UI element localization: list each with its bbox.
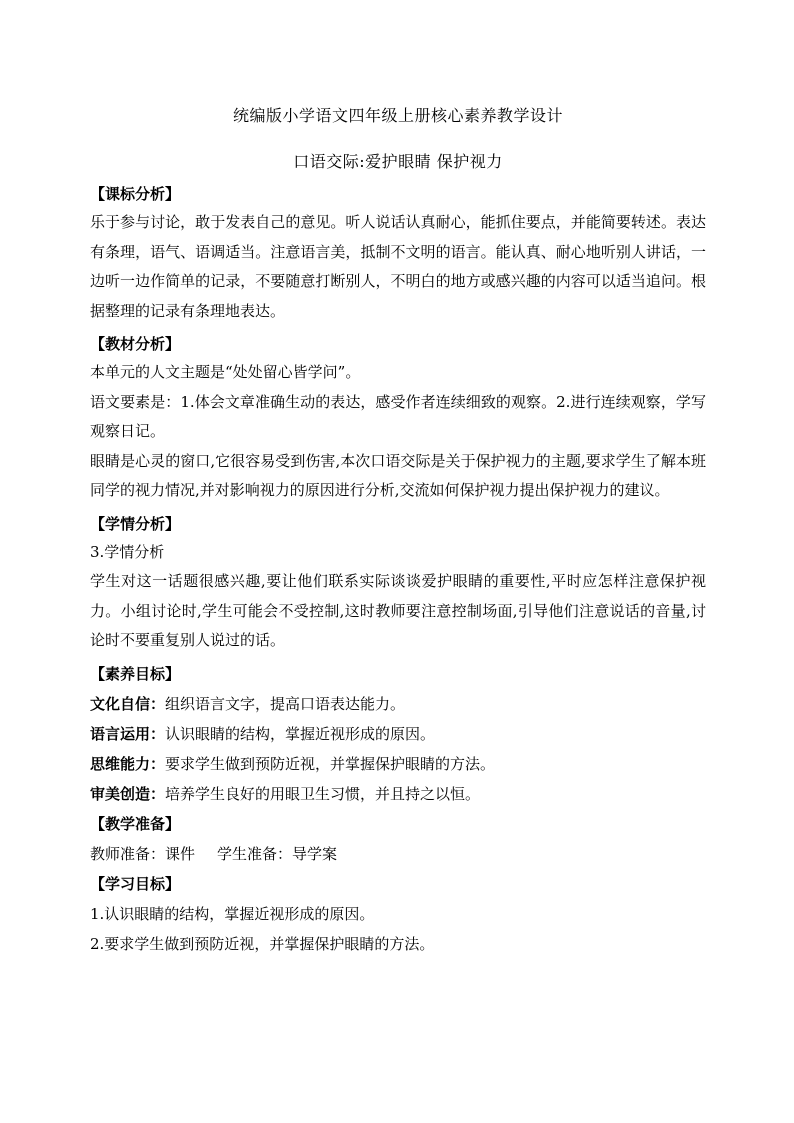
textbook-desc: 眼睛是心灵的窗口,它很容易受到伤害,本次口语交际是关于保护视力的主题,要求学生了解本班同学的视力情况,并对影响视力的原因进行分析,交流如何保护视力提出保护视力的建议。 xyxy=(90,451,706,499)
goal-label: 审美创造： xyxy=(90,784,166,803)
section-heading-textbook: 【教材分析】 xyxy=(90,335,181,353)
goal-label: 语言运用： xyxy=(90,724,166,743)
goal-text: 组织语言文字，提高口语表达能力。 xyxy=(165,694,406,713)
document-title: 统编版小学语文四年级上册核心素养教学设计 xyxy=(232,106,563,125)
goal-label: 思维能力： xyxy=(90,754,166,773)
goal-text: 认识眼睛的结构，掌握近视形成的原因。 xyxy=(165,724,436,743)
document-subtitle: 口语交际:爱护眼睛 保护视力 xyxy=(293,152,503,171)
goal-item xyxy=(90,754,706,774)
goal-item xyxy=(90,784,706,804)
prep-teacher: 教师准备：课件 xyxy=(90,844,196,863)
learner-item: 3.学情分析 xyxy=(90,542,165,561)
prep-line xyxy=(90,844,706,864)
goal-text: 要求学生做到预防近视，并掌握保护眼睛的方法。 xyxy=(165,754,496,773)
section-heading-objectives: 【学习目标】 xyxy=(90,874,181,893)
section-heading-prep: 【教学准备】 xyxy=(90,814,181,833)
curriculum-text: 乐于参与讨论，敢于发表自己的意见。听人说话认真耐心，能抓住要点，并能简要转述。表达有条理，语气、语调适当。注意语言美，抵制不文明的语言。能认真、耐心地听别人讲话，一边听一边作简单的记录，不要随意打断别人，不明白的地方或感兴趣的内容可以适当追问。根据整理的记录有条理地表达。 xyxy=(90,213,706,320)
goal-label: 文化自信： xyxy=(90,694,166,713)
learner-text: 学生对这一话题很感兴趣,要让他们联系实际谈谈爱护眼睛的重要性,平时应怎样注意保护视力。小组讨论时,学生可能会不受控制,这时教师要注意控制场面,引导他们注意说话的音量,讨论时不要重复别人说过的话。 xyxy=(90,572,706,649)
document-page xyxy=(90,100,706,954)
goal-item xyxy=(90,724,706,744)
objective-item: 2.要求学生做到预防近视，并掌握保护眼睛的方法。 xyxy=(90,934,435,953)
section-heading-learner: 【学情分析】 xyxy=(90,514,181,533)
textbook-elements: 语文要素是：1.体会文章准确生动的表达，感受作者连续细致的观察。2.进行连续观察，学写观察日记。 xyxy=(90,392,706,440)
section-heading-curriculum: 【课标分析】 xyxy=(90,185,181,203)
textbook-theme: 本单元的人文主题是“处处留心皆学问”。 xyxy=(90,363,361,381)
goal-text: 培养学生良好的用眼卫生习惯，并且持之以恒。 xyxy=(165,784,481,803)
prep-student: 学生准备：导学案 xyxy=(217,844,338,863)
objective-item: 1.认识眼睛的结构，掌握近视形成的原因。 xyxy=(90,904,375,923)
goal-item xyxy=(90,694,706,714)
section-heading-goals: 【素养目标】 xyxy=(90,664,181,683)
